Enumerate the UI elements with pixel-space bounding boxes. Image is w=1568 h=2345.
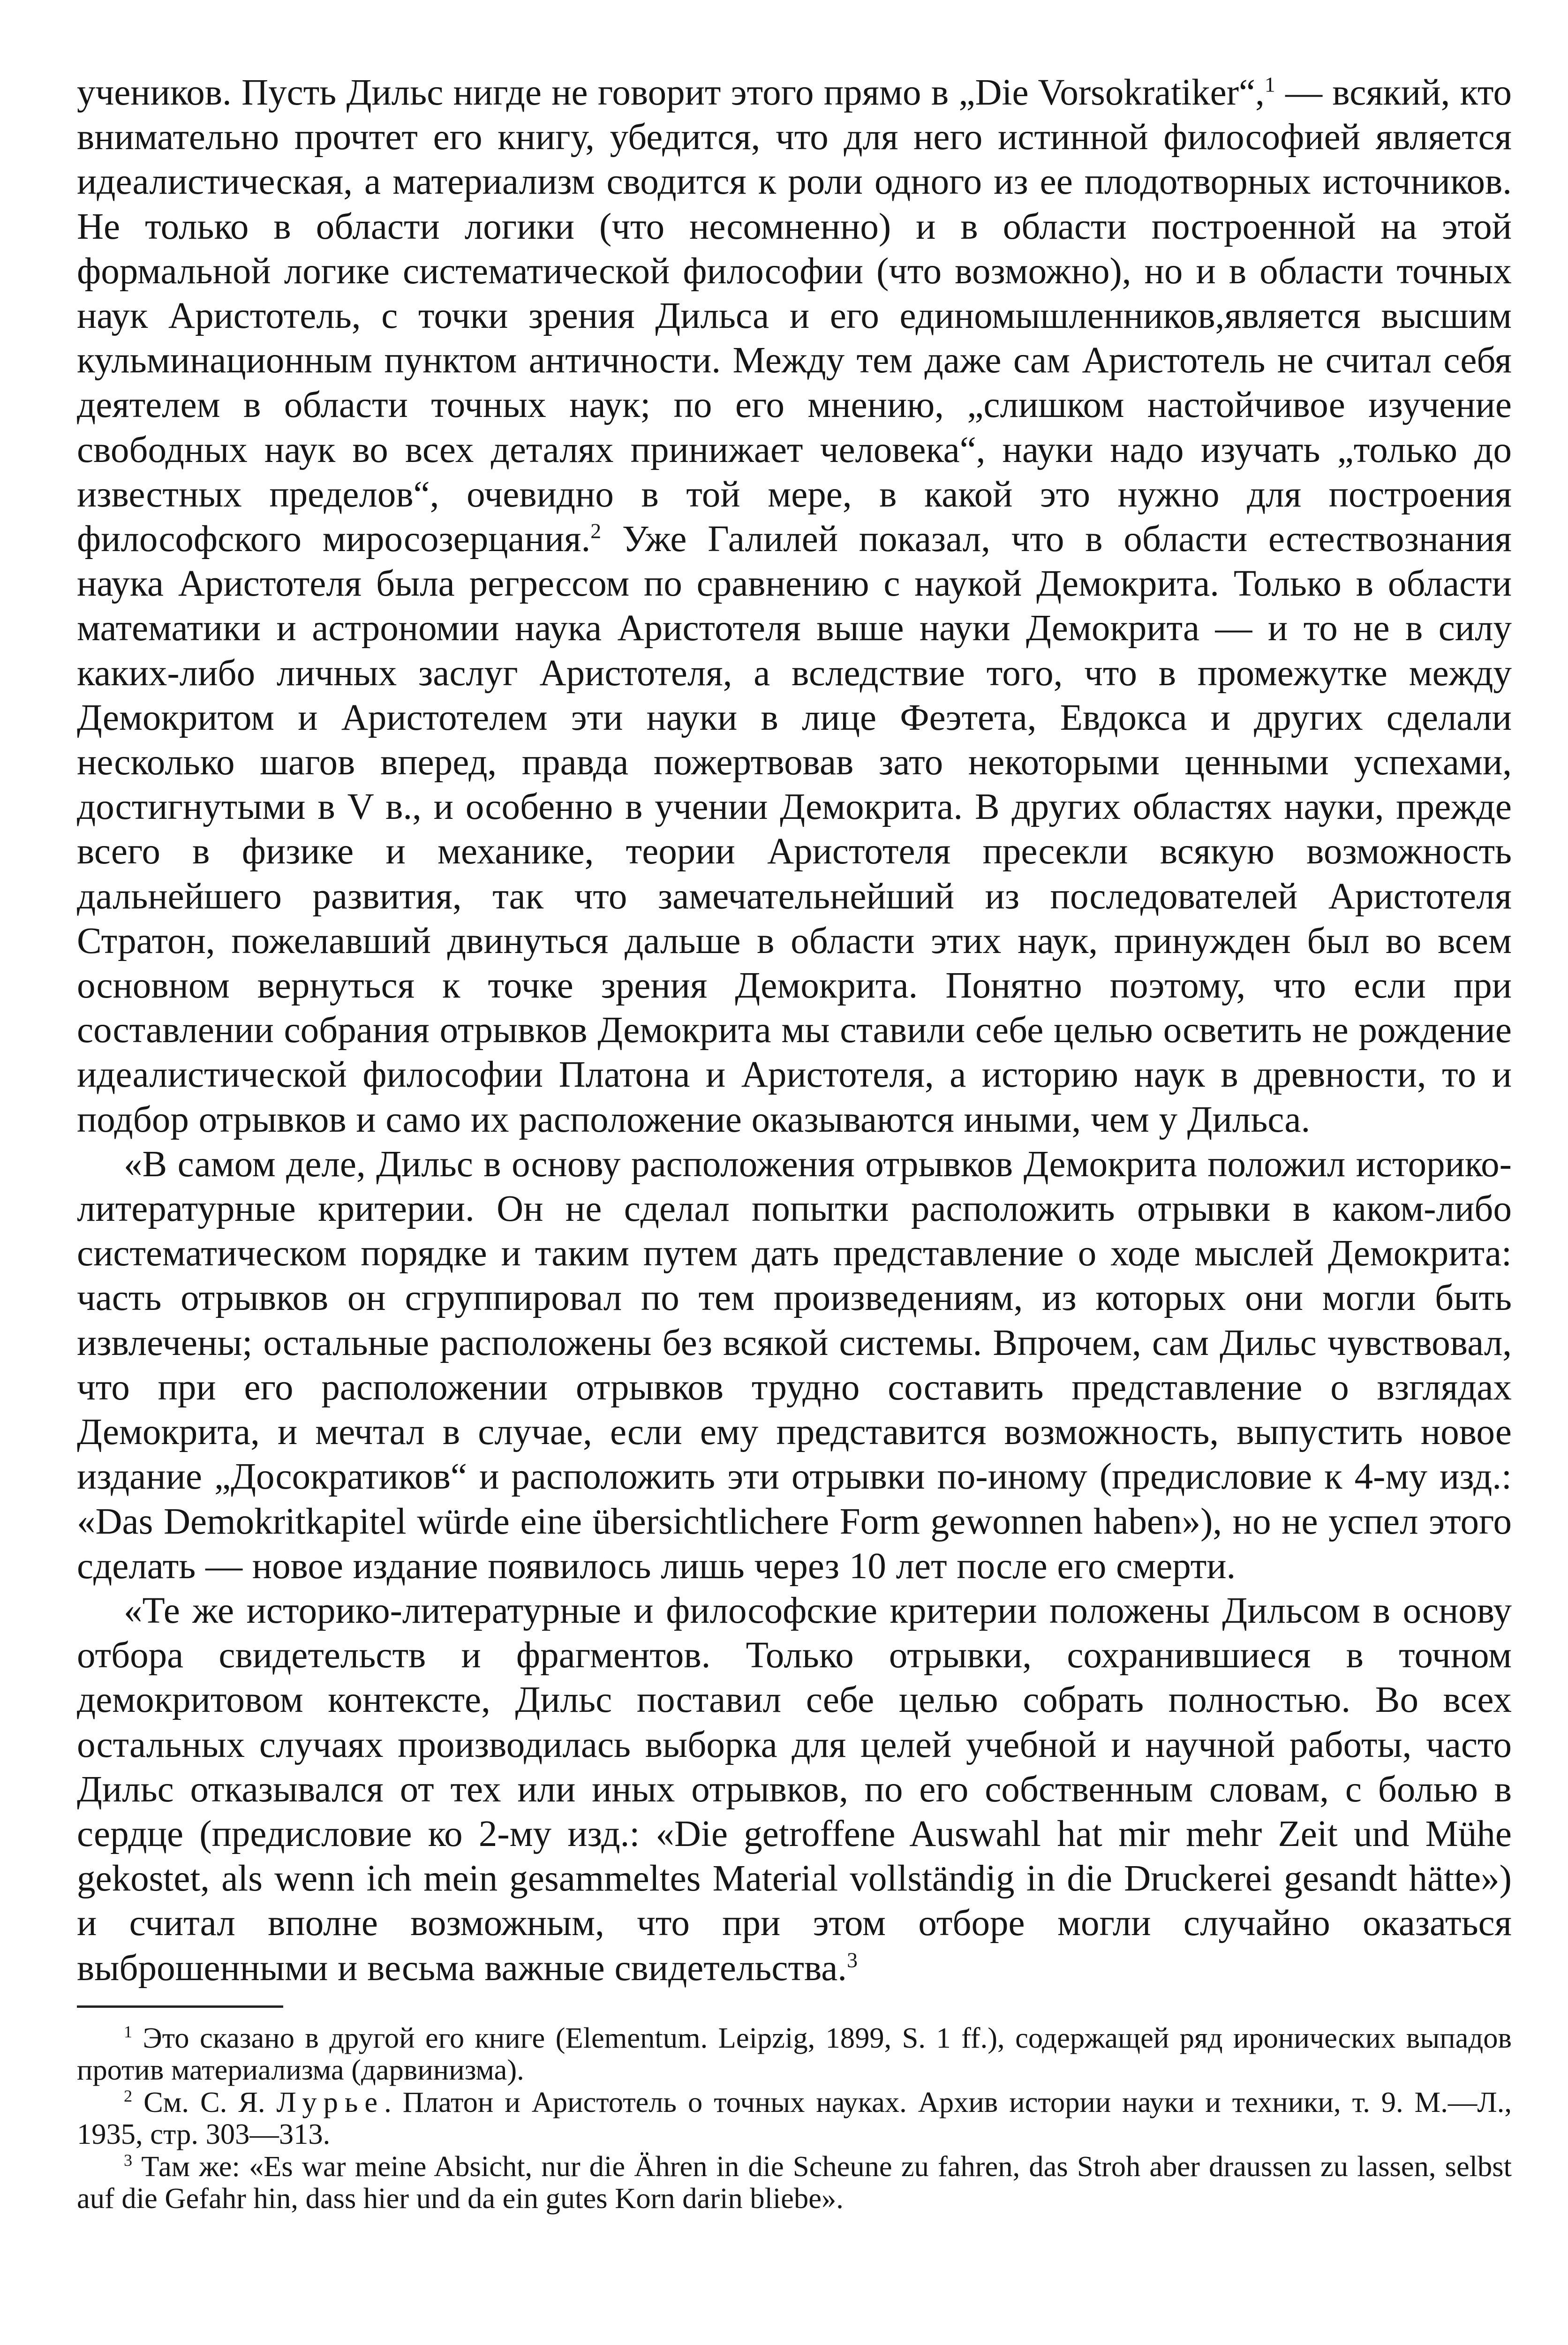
paragraph [77, 1142, 1512, 1589]
footnote-reference: 3 [124, 2150, 133, 2170]
text-run: Уже Галилей показал, что в области естествознания наука Аристотеля была регрессом по сравнению с наукой Демокрита. Только в области математики и астрономии наука Аристотеля выше науки Демокрита — и то не в силу каких-либо личных заслуг Аристотеля, а вследствие того, что в промежутке между Демокритом и Аристотелем эти науки в лице Феэтета, Евдокса и других сделали несколько шагов вперед, правда пожертвовав зато некоторыми ценными успехами, достигнутыми в V в., и особенно в учении Демокрита. В других областях науки, прежде всего в физике и механике, теории Аристотеля пресекли всякую возможность дальнейшего развития, так что замечательнейший из последователей Аристотеля Стратон, пожелавший двинуться дальше в области этих наук, принужден был во всем основном вернуться к точке зрения Демокрита. Понятно поэтому, что если при составлении собрания отрывков Демокрита мы ставили себе целью осветить не рождение идеалистической философии Платона и Аристотеля, а историю наук в древности, то и подбор отрывков и само их расположение оказываются иными, чем у Дильса. [77, 519, 1512, 1140]
footnote-reference: 3 [847, 1948, 858, 1972]
text-run: . Платон и Аристотель о точных науках. Архив истории науки и техники, т. 9. М.—Л., 1935, стр. 303—313. [77, 2085, 1512, 2151]
spaced-author-name: Лурье [276, 2085, 384, 2118]
page-body [77, 70, 1512, 2215]
text-run: Это сказано в другой его книге (Elementum. Leipzig, 1899, S. 1 ff.), содержащей ряд иронических выпадов против материализма (дарвинизма). [77, 2021, 1512, 2087]
footnote-reference: 1 [124, 2022, 133, 2041]
footnote [77, 2086, 1512, 2150]
paragraph [77, 70, 1512, 1142]
text-run: «В самом деле, Дильс в основу расположения отрывков Демокрита положил историко-литературные критерии. Он не сделал попытки расположить отрывки в каком-либо систематическом порядке и таким путем дать представление о ходе мыслей Демокрита: часть отрывков он сгруппировал по тем произведениям, из которых они могли быть извлечены; остальные расположены без всякой системы. Впрочем, сам Дильс чувствовал, что при его расположении отрывков трудно составить представление о взглядах Демокрита, и мечтал в случае, если ему представится возможность, выпустить новое издание „Досократиков“ и расположить эти отрывки по-иному (предисловие к 4-му изд.: «Das Demokritkapitel würde eine übersichtlichere Form gewonnen haben»), но не успел этого сделать — новое издание появилось лишь через 10 лет после его смерти. [77, 1143, 1512, 1587]
text-run: См. С. Я. [132, 2085, 277, 2118]
footnote-reference: 2 [590, 519, 602, 543]
footnote [77, 2150, 1512, 2215]
text-run: учеников. Пусть Дильс нигде не говорит этого прямо в „Die Vorsokratiker“, [77, 72, 1265, 113]
paragraph [77, 1589, 1512, 1990]
text-run: — всякий, кто внимательно прочтет его книгу, убедится, что для него истинной философией является идеалистическая, а материализм сводится к роли одного из ее плодотворных источников. Не только в области логики (что несомненно) и в области построенной на этой формальной логике систематической философии (что возможно), но и в области точных наук Аристотель, с точки зрения Дильса и его единомышленников,является высшим кульминационным пунктом античности. Между тем даже сам Аристотель не считал себя деятелем в области точных наук; по его мнению, „слишком настойчивое изучение свободных наук во всех деталях принижает человека“, науки надо изучать „только до известных пределов“, очевидно в той мере, в какой это нужно для построения философского миросозерцания. [77, 72, 1512, 560]
text-run: Там же: «Es war meine Absicht, nur die Ähren in die Scheune zu fahren, das Stroh aber draussen zu lassen, selbst auf die Gefahr hin, dass hier und da ein gutes Korn darin bliebe». [77, 2149, 1512, 2215]
text-run: «Те же историко-литературные и философские критерии положены Дильсом в основу отбора свидетельств и фрагментов. Только отрывки, сохранившиеся в точном демокритовом контексте, Дильс поставил себе целью собрать полностью. Во всех остальных случаях производилась выборка для целей учебной и научной работы, часто Дильс отказывался от тех или иных отрывков, по его собственным словам, с болью в сердце (предисловие ко 2-му изд.: «Die getroffene Auswahl hat mir mehr Zeit und Mühe gekostet, als wenn ich mein gesammeltes Material vollständig in die Druckerei gesandt hätte») и считал вполне возможным, что при этом отборе могли случайно оказаться выброшенными и весьма важные свидетельства. [77, 1590, 1512, 1989]
main-text [77, 70, 1512, 1990]
footnotes [77, 2022, 1512, 2215]
footnote [77, 2022, 1512, 2086]
footnote-divider [77, 2005, 283, 2008]
footnote-reference: 2 [124, 2086, 133, 2105]
footnote-reference: 1 [1264, 72, 1275, 97]
